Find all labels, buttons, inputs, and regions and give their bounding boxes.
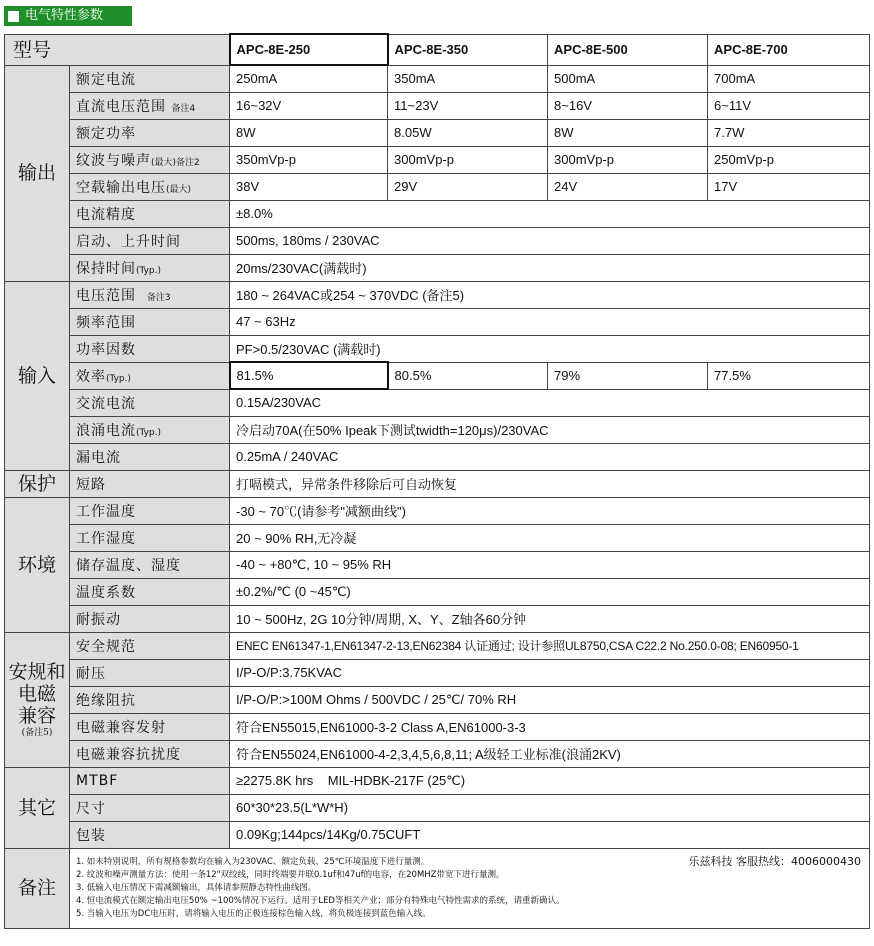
current-accuracy-value: ±8.0% xyxy=(230,200,870,227)
temp-coefficient-value: ±0.2%/℃ (0 ~45℃) xyxy=(230,578,870,605)
model-250: APC-8E-250 xyxy=(230,34,388,65)
voltage-range-value: 180 ~ 264VAC或254 ~ 370VDC (备注5) xyxy=(230,281,870,308)
table-row xyxy=(5,659,870,686)
temp-coefficient-label: 温度系数 xyxy=(70,578,230,605)
dc-voltage-350: 11~23V xyxy=(388,92,548,119)
efficiency-700: 77.5% xyxy=(708,362,870,389)
note-line-1: 1. 如未特别说明，所有规格参数均在输入为230VAC、额定负载、25℃环境温度下进行量测。 xyxy=(76,856,430,867)
storage-value: -40 ~ +80℃, 10 ~ 95% RH xyxy=(230,551,870,578)
leakage-label: 漏电流 xyxy=(70,443,230,470)
ac-current-label: 交流电流 xyxy=(70,389,230,416)
hold-time-label: 保持时间(Typ.) xyxy=(70,254,230,281)
packing-value: 0.09Kg;144pcs/14Kg/0.75CUFT xyxy=(230,821,870,848)
ripple-500: 300mVp-p xyxy=(548,146,708,173)
short-circuit-value: 打嗝模式，异常条件移除后可自动恢复 xyxy=(230,470,870,497)
rated-power-500: 8W xyxy=(548,119,708,146)
table-row xyxy=(5,632,870,659)
rated-current-350: 350mA xyxy=(388,65,548,92)
table-row xyxy=(5,524,870,551)
table-row xyxy=(5,551,870,578)
safety-standards-value: ENEC EN61347-1,EN61347-2-13,EN62384 认证通过; 设计参照UL8750,CSA C22.2 No.250.0-08; EN60950-1 xyxy=(230,632,870,659)
table-row xyxy=(5,578,870,605)
table-row xyxy=(5,497,870,524)
spec-table xyxy=(4,33,870,929)
model-350: APC-8E-350 xyxy=(388,34,548,65)
table-row xyxy=(5,470,870,497)
isolation-value: I/P-O/P:>100M Ohms / 500VDC / 25℃/ 70% RH xyxy=(230,686,870,713)
category-safety-emc: 安规和 电磁 兼容 (备注5) xyxy=(5,632,70,767)
power-factor-value: PF>0.5/230VAC (满载时) xyxy=(230,335,870,362)
safety-standards-label: 安全规范 xyxy=(70,632,230,659)
withstand-voltage-value: I/P-O/P:3.75KVAC xyxy=(230,659,870,686)
mtbf-value: ≥2275.8K hrs MIL-HDBK-217F (25℃) xyxy=(230,767,870,794)
emc-emission-label: 电磁兼容发射 xyxy=(70,713,230,740)
withstand-voltage-label: 耐压 xyxy=(70,659,230,686)
no-load-voltage-label: 空载输出电压(最大) xyxy=(70,173,230,200)
table-row xyxy=(5,65,870,92)
dimension-value: 60*30*23.5(L*W*H) xyxy=(230,794,870,821)
efficiency-500: 79% xyxy=(548,362,708,389)
table-row xyxy=(5,740,870,767)
hold-time-value: 20ms/230VAC(满载时) xyxy=(230,254,870,281)
category-others: 其它 xyxy=(5,767,70,848)
frequency-label: 频率范围 xyxy=(70,308,230,335)
table-row xyxy=(5,335,870,362)
notes-row xyxy=(5,848,870,928)
no-load-350: 29V xyxy=(388,173,548,200)
rated-power-350: 8.05W xyxy=(388,119,548,146)
square-icon xyxy=(8,11,19,22)
category-output: 输出 xyxy=(5,65,70,281)
table-row xyxy=(5,173,870,200)
inrush-label: 浪涌电流(Typ.) xyxy=(70,416,230,443)
mtbf-label: MTBF xyxy=(70,767,230,794)
rated-current-250: 250mA xyxy=(230,65,388,92)
note-line-5: 5. 当输入电压为DC电压时，请将输入电压的正极连接棕色输入线，将负极连接到蓝色输入线。 xyxy=(76,908,431,919)
storage-label: 储存温度、湿度 xyxy=(70,551,230,578)
category-protection: 保护 xyxy=(5,470,70,497)
table-row xyxy=(5,254,870,281)
vibration-value: 10 ~ 500Hz, 2G 10分钟/周期, X、Y、Z轴各60分钟 xyxy=(230,605,870,632)
notes-cell xyxy=(70,848,870,928)
no-load-500: 24V xyxy=(548,173,708,200)
rated-power-label: 额定功率 xyxy=(70,119,230,146)
section-title: 电气特性参数 xyxy=(25,8,104,23)
startup-value: 500ms, 180ms / 230VAC xyxy=(230,227,870,254)
ripple-700: 250mVp-p xyxy=(708,146,870,173)
working-humidity-label: 工作湿度 xyxy=(70,524,230,551)
table-row xyxy=(5,92,870,119)
table-row xyxy=(5,713,870,740)
dc-voltage-700: 6~11V xyxy=(708,92,870,119)
table-row xyxy=(5,308,870,335)
emc-emission-value: 符合EN55015,EN61000-3-2 Class A,EN61000-3-3 xyxy=(230,713,870,740)
section-header xyxy=(4,6,132,26)
isolation-label: 绝缘阻抗 xyxy=(70,686,230,713)
emc-immunity-value: 符合EN55024,EN61000-4-2,3,4,5,6,8,11; A级轻工业标准(浪涌2KV) xyxy=(230,740,870,767)
efficiency-250: 81.5% xyxy=(230,362,388,389)
model-700: APC-8E-700 xyxy=(708,34,870,65)
category-input: 输入 xyxy=(5,281,70,470)
leakage-value: 0.25mA / 240VAC xyxy=(230,443,870,470)
ripple-250: 350mVp-p xyxy=(230,146,388,173)
startup-label: 启动、上升时间 xyxy=(70,227,230,254)
table-row xyxy=(5,794,870,821)
table-row xyxy=(5,146,870,173)
model-row xyxy=(5,34,870,65)
note-line-4: 4. 恒电流模式在额定输出电压50% ~100%情况下运行。适用于LED等相关产业；部分有特殊电气特性需求的系统，请重新确认。 xyxy=(76,895,565,906)
dc-voltage-label: 直流电压范围 备注4 xyxy=(70,92,230,119)
table-row xyxy=(5,605,870,632)
dimension-label: 尺寸 xyxy=(70,794,230,821)
table-row xyxy=(5,389,870,416)
table-row xyxy=(5,767,870,794)
working-humidity-value: 20 ~ 90% RH,无冷凝 xyxy=(230,524,870,551)
rated-current-700: 700mA xyxy=(708,65,870,92)
model-500: APC-8E-500 xyxy=(548,34,708,65)
short-circuit-label: 短路 xyxy=(70,470,230,497)
power-factor-label: 功率因数 xyxy=(70,335,230,362)
table-row xyxy=(5,227,870,254)
table-row xyxy=(5,686,870,713)
ac-current-value: 0.15A/230VAC xyxy=(230,389,870,416)
rated-current-500: 500mA xyxy=(548,65,708,92)
frequency-value: 47 ~ 63Hz xyxy=(230,308,870,335)
hotline: 乐兹科技 客服热线：4006000430 xyxy=(688,854,862,868)
current-accuracy-label: 电流精度 xyxy=(70,200,230,227)
emc-immunity-label: 电磁兼容抗扰度 xyxy=(70,740,230,767)
dc-voltage-250: 16~32V xyxy=(230,92,388,119)
table-row xyxy=(5,119,870,146)
efficiency-350: 80.5% xyxy=(388,362,548,389)
ripple-noise-label: 纹波与噪声(最大)备注2 xyxy=(70,146,230,173)
efficiency-label: 效率(Typ.) xyxy=(70,362,230,389)
working-temp-label: 工作温度 xyxy=(70,497,230,524)
no-load-250: 38V xyxy=(230,173,388,200)
working-temp-value: -30 ~ 70℃(请参考"减额曲线") xyxy=(230,497,870,524)
table-row xyxy=(5,362,870,389)
model-label: 型号 xyxy=(5,34,230,65)
ripple-350: 300mVp-p xyxy=(388,146,548,173)
note-line-3: 3. 低输入电压情况下需减额输出，具体请参照静态特性曲线图。 xyxy=(76,882,317,893)
rated-current-label: 额定电流 xyxy=(70,65,230,92)
table-row xyxy=(5,821,870,848)
rated-power-700: 7.7W xyxy=(708,119,870,146)
category-environment: 环境 xyxy=(5,497,70,632)
table-row xyxy=(5,443,870,470)
table-row xyxy=(5,416,870,443)
table-row xyxy=(5,281,870,308)
packing-label: 包装 xyxy=(70,821,230,848)
no-load-700: 17V xyxy=(708,173,870,200)
inrush-value: 冷启动70A(在50% Ipeak下测试twidth=120μs)/230VAC xyxy=(230,416,870,443)
category-notes: 备注 xyxy=(5,848,70,928)
rated-power-250: 8W xyxy=(230,119,388,146)
vibration-label: 耐振动 xyxy=(70,605,230,632)
dc-voltage-500: 8~16V xyxy=(548,92,708,119)
voltage-range-label: 电压范围 备注3 xyxy=(70,281,230,308)
note-line-2: 2. 纹波和噪声测量方法：使用一条12"双绞线，同时终端要并联0.1uf和47uf的电容，在20MHZ带宽下进行量测。 xyxy=(76,869,505,880)
table-row xyxy=(5,200,870,227)
